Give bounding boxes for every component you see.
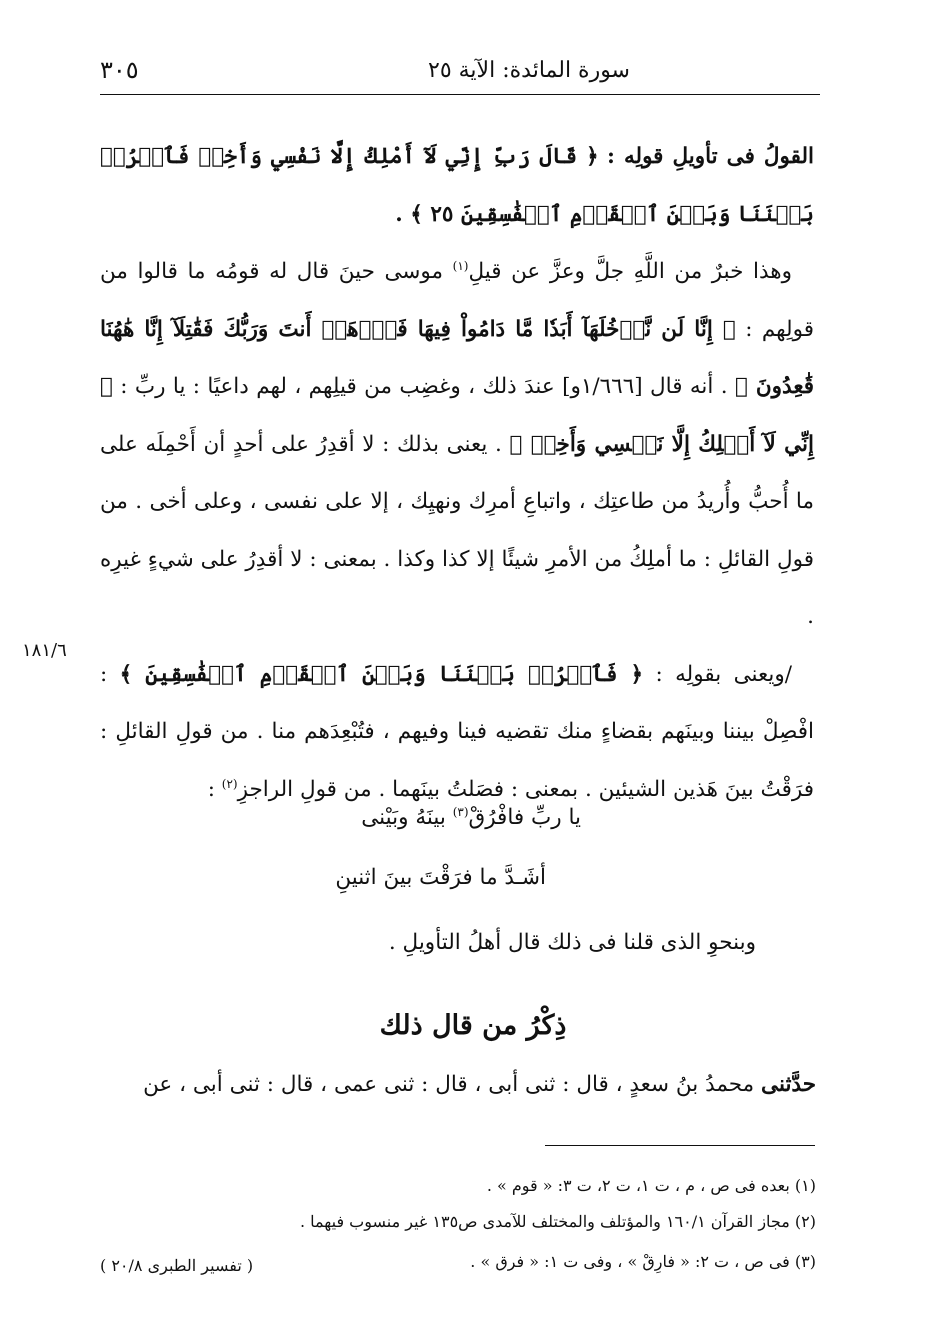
source-reference: ( تفسير الطبرى ٢٠/٨ ) [100,1256,254,1275]
closing-sentence: وبنحوِ الذى قلنا فى ذلك قال أهلُ التأويلِ . [388,930,756,955]
quran-verse: ﴿ فَٱفۡرُقۡ بَيۡنَنَا وَبَيۡنَ ٱلۡقَوۡمِ ٱلۡفَٰسِقِينَ ﴾ [119,661,644,687]
narration-text: محمدُ بنُ سعدٍ ، قال : ثنى أبى ، قال : ثنى عمى ، قال : ثنى أبى ، عن [143,1072,762,1097]
text-segment: : [207,776,222,802]
footnote-2: (٢) مجاز القرآن ١٦٠/١ والمؤتلف والمختلف للآمدى ص١٣٥ غير منسوب فيهما . [299,1212,816,1231]
footnote-rule [545,1145,815,1146]
main-text [100,128,814,818]
quran-verse: ﴿ إِنَّا لَن نَّدۡخُلَهَآ أَبَدٗا مَّا دَامُواْ فِيهَا فَٱذۡهَبۡ أَنتَ وَرَبُّكَ فَقَٰتِلَآ إِنَّا هَٰهُنَا قَٰعِدُونَ ﴾ [100,316,814,399]
quran-verse: ﴿ إِنِّي لَآ أَمۡلِكُ إِلَّا نَفۡسِي وَأَخِيۖ ﴾ [100,374,814,457]
interpretation-heading: القولُ فى تأويلِ قولِه : [607,144,815,169]
text-segment: /ويعنى بقولِه : [655,661,792,687]
text-segment: . أنه قال [١/٦٦٦و] عندَ ذلك ، وغضِب من قيلِهم ، لهم داعيًا : يا ربِّ : [120,374,735,399]
poem-segment: بينَهُ وبَيْنى [361,805,453,830]
footnote-mark: (٢) [221,776,238,791]
section-heading: ذِكْرُ من قال ذلك [379,1010,567,1041]
text-segment: : افْصِلْ بيننا وبينَهم بقضاءٍ منك تقضيه فينا وفيهم ، فتُبْعِدَهم منا . من قولِ القائلِ : فرَقْتُ بينَ هَذين الشيئين . بمعنى : فصَلتُ بينَهما . من قولِ الراجزِ [100,661,814,802]
footnote-1: (١) بعده فى ص ، م ، ت ١، ت ٢، ت ٣: « قوم » . [486,1176,816,1195]
margin-reference: ١٨١/٦ [22,640,67,661]
text-segment: . يعنى بذلك : لا أقدِرُ على أحدٍ أن أَحْمِلَه على ما أُحبُّ وأُريدُ من طاعتِك ، واتباعِ أمرِك ونهيِك ، إلا على نفسى ، وعلى أخى . من قولِ القائلِ : ما أملِكُ من الأمرِ شيئًا إلا كذا وكذا . بمعنى : لا أقدِرُ على شيءٍ غيرِه . [100,431,814,629]
page-header [100,46,820,96]
header-rule [100,94,820,95]
paragraph-verse-heading [100,128,814,243]
paragraph-separation [100,646,814,819]
page-number: ٣٠٥ [100,56,139,84]
paragraph-commentary [100,243,814,646]
text-segment: وهذا خبرٌ من اللَّهِ جلَّ وعزَّ عن قيلِ [468,259,792,284]
narration-lead: حدَّثنى [761,1072,816,1097]
footnote-3: (٣) فى ص ، ت ٢: « فارِقْ » ، وفى ت ١: « فرق » . [470,1252,816,1271]
poem-line-2: أشَـدَّ ما فرَقْتَ بينَ اثنينِ [335,865,546,890]
footnote-mark: (٣) [452,804,469,819]
text-segment: موسى حينَ قال له قومُه ما قالوا من قولِهم : [100,259,814,342]
quran-verse: ﴿ قَالَ رَبِّ إِنِّي لَآ أَمْلِكُ إِلَّا نَفْسِي وَأَخِيۖ فَٱفۡرُقۡ بَيۡنَنَا وَبَيۡنَ ٱلۡقَوۡمِ ٱلۡفَٰسِقِينَ ٢٥ ﴾ . [100,144,814,227]
poem-segment: يا ربِّ فافْرُقْ [468,805,581,830]
poem-line-1 [0,805,581,830]
running-title: سورة المائدة: الآية ٢٥ [428,58,630,83]
footnote-mark: (١) [452,258,469,273]
narration-chain [143,1072,816,1097]
